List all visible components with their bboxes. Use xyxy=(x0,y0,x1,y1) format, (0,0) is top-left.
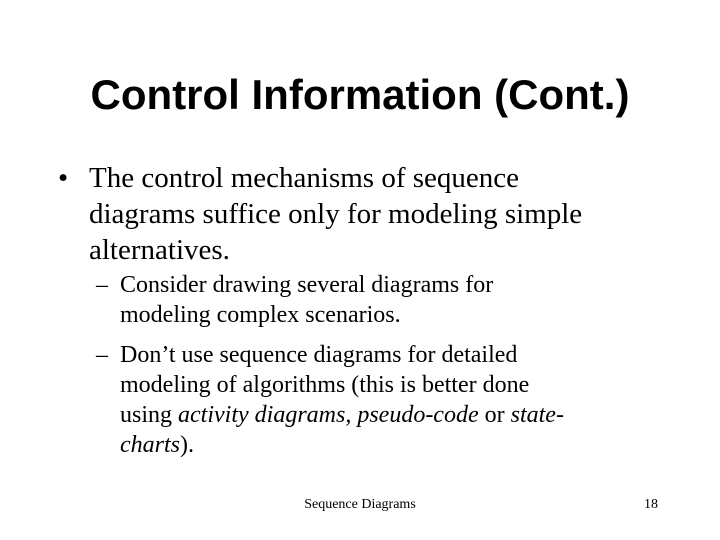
sub-item-line: Don’t use sequence diagrams for detailed xyxy=(120,342,518,368)
bullet-line: alternatives. xyxy=(89,234,230,266)
sub-item-line xyxy=(120,400,660,430)
sub-item-marker: – xyxy=(96,272,108,298)
sub-item-line xyxy=(120,430,660,460)
text-run: using xyxy=(120,402,179,428)
sub-item-text xyxy=(120,340,660,460)
bullet-line: The control mechanisms of sequence xyxy=(89,162,520,194)
sub-item-marker: – xyxy=(96,342,108,368)
footer-title: Sequence Diagrams xyxy=(304,497,416,512)
sub-item-line: modeling complex scenarios. xyxy=(120,302,401,328)
italic-term: state- xyxy=(510,402,564,428)
sub-item-text xyxy=(120,270,660,330)
bullet-text xyxy=(89,160,669,268)
italic-term: activity diagrams, pseudo-code xyxy=(178,402,479,428)
page-number: 18 xyxy=(644,497,658,512)
sub-item-line: modeling of algorithms (this is better done xyxy=(120,372,530,398)
italic-term: charts xyxy=(120,432,180,458)
bullet-marker: • xyxy=(58,162,69,194)
text-run: or xyxy=(478,402,511,428)
bullet-line: diagrams suffice only for modeling simple xyxy=(89,198,583,230)
text-run: ). xyxy=(180,432,194,458)
slide-title: Control Information (Cont.) xyxy=(90,71,630,118)
sub-item-line: Consider drawing several diagrams for xyxy=(120,272,494,298)
